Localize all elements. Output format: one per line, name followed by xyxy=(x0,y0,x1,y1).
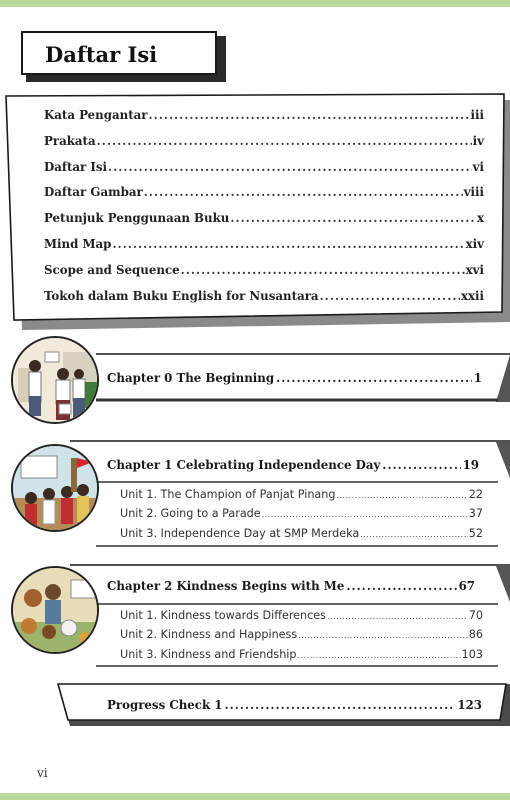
unit-label: Unit 2. Kindness and Happiness xyxy=(120,628,298,642)
unit-item[interactable] xyxy=(120,507,483,526)
dot-leader xyxy=(382,458,460,472)
dot-leader xyxy=(224,698,455,712)
dot-leader xyxy=(230,211,476,225)
toc-list xyxy=(44,108,484,314)
chapter-page: 19 xyxy=(462,458,479,472)
chapter-label: Chapter 1 Celebrating Independence Day xyxy=(107,458,381,472)
toc-item[interactable] xyxy=(44,160,484,186)
chapter-2-illustration xyxy=(11,566,99,654)
chapter-0-illustration xyxy=(11,336,99,424)
chapter-1-units xyxy=(120,488,483,546)
toc-item-label: Daftar Isi xyxy=(44,159,108,174)
progress-check-row[interactable] xyxy=(107,698,482,712)
unit-item[interactable] xyxy=(120,488,483,507)
toc-item-label: Tokoh dalam Buku English for Nusantara xyxy=(44,288,319,303)
toc-item-page: xvi xyxy=(465,262,484,277)
dot-leader xyxy=(97,134,472,148)
dot-leader xyxy=(327,612,468,621)
dot-leader xyxy=(149,108,470,122)
unit-label: Unit 1. The Champion of Panjat Pinang xyxy=(120,488,336,501)
toc-item[interactable] xyxy=(44,185,484,211)
chapter-label: Chapter 0 The Beginning xyxy=(107,371,275,385)
unit-page: 37 xyxy=(468,507,483,521)
page-number: vi xyxy=(37,766,48,780)
dot-leader xyxy=(276,371,472,385)
unit-item[interactable] xyxy=(120,609,483,628)
toc-item-label: Scope and Sequence xyxy=(44,262,180,277)
dot-leader xyxy=(298,631,468,640)
unit-item[interactable] xyxy=(120,648,483,667)
toc-item[interactable] xyxy=(44,263,484,289)
toc-item-page: vi xyxy=(472,159,484,174)
toc-item[interactable] xyxy=(44,237,484,263)
unit-label: Unit 1. Kindness towards Differences xyxy=(120,609,327,622)
chapter-2-row[interactable] xyxy=(107,579,475,593)
toc-item-page: x xyxy=(476,211,484,226)
dot-leader xyxy=(112,237,464,251)
dot-leader xyxy=(360,530,468,539)
unit-item[interactable] xyxy=(120,628,483,647)
unit-label: Unit 3. Kindness and Friendship xyxy=(120,647,297,661)
title-box xyxy=(21,31,217,75)
dot-leader xyxy=(320,289,460,303)
progress-check-page: 123 xyxy=(457,698,482,712)
dot-leader xyxy=(298,651,461,660)
toc-item-page: xxii xyxy=(460,288,484,303)
toc-item-page: iii xyxy=(470,108,484,122)
progress-check-label: Progress Check 1 xyxy=(107,698,223,712)
toc-item[interactable] xyxy=(44,289,484,315)
dot-leader xyxy=(336,491,467,500)
top-color-band xyxy=(0,0,510,7)
dot-leader xyxy=(144,185,463,199)
chapter-label: Chapter 2 Kindness Begins with Me xyxy=(107,579,345,593)
bottom-color-band xyxy=(0,793,510,800)
unit-label: Unit 3. Independence Day at SMP Merdeka xyxy=(120,526,360,540)
toc-item[interactable] xyxy=(44,211,484,237)
dot-leader xyxy=(108,160,472,174)
toc-item-label: Prakata xyxy=(44,133,96,148)
chapter-1-illustration xyxy=(11,444,99,532)
unit-label: Unit 2. Going to a Parade xyxy=(120,507,261,521)
toc-item-label: Daftar Gambar xyxy=(44,185,143,200)
toc-item-label: Petunjuk Penggunaan Buku xyxy=(44,211,230,226)
dot-leader xyxy=(262,510,468,519)
unit-item[interactable] xyxy=(120,527,483,546)
chapter-0-row[interactable] xyxy=(107,371,482,385)
chapter-page: 67 xyxy=(458,579,475,593)
unit-page: 52 xyxy=(468,526,483,540)
unit-page: 103 xyxy=(461,647,483,661)
unit-page: 86 xyxy=(468,628,483,642)
unit-page: 70 xyxy=(468,609,483,622)
unit-page: 22 xyxy=(468,488,483,501)
toc-item-label: Mind Map xyxy=(44,236,112,251)
toc-item-page: xiv xyxy=(465,236,484,251)
toc-item[interactable] xyxy=(44,108,484,134)
toc-item-page: viii xyxy=(463,185,484,200)
chapter-1-row[interactable] xyxy=(107,458,479,472)
dot-leader xyxy=(346,579,456,593)
toc-item[interactable] xyxy=(44,134,484,160)
page-title: Daftar Isi xyxy=(45,42,158,67)
chapter-2-units xyxy=(120,609,483,667)
toc-item-label: Kata Pengantar xyxy=(44,108,148,122)
chapter-page: 1 xyxy=(473,371,482,385)
toc-item-page: iv xyxy=(472,133,484,148)
dot-leader xyxy=(181,263,465,277)
